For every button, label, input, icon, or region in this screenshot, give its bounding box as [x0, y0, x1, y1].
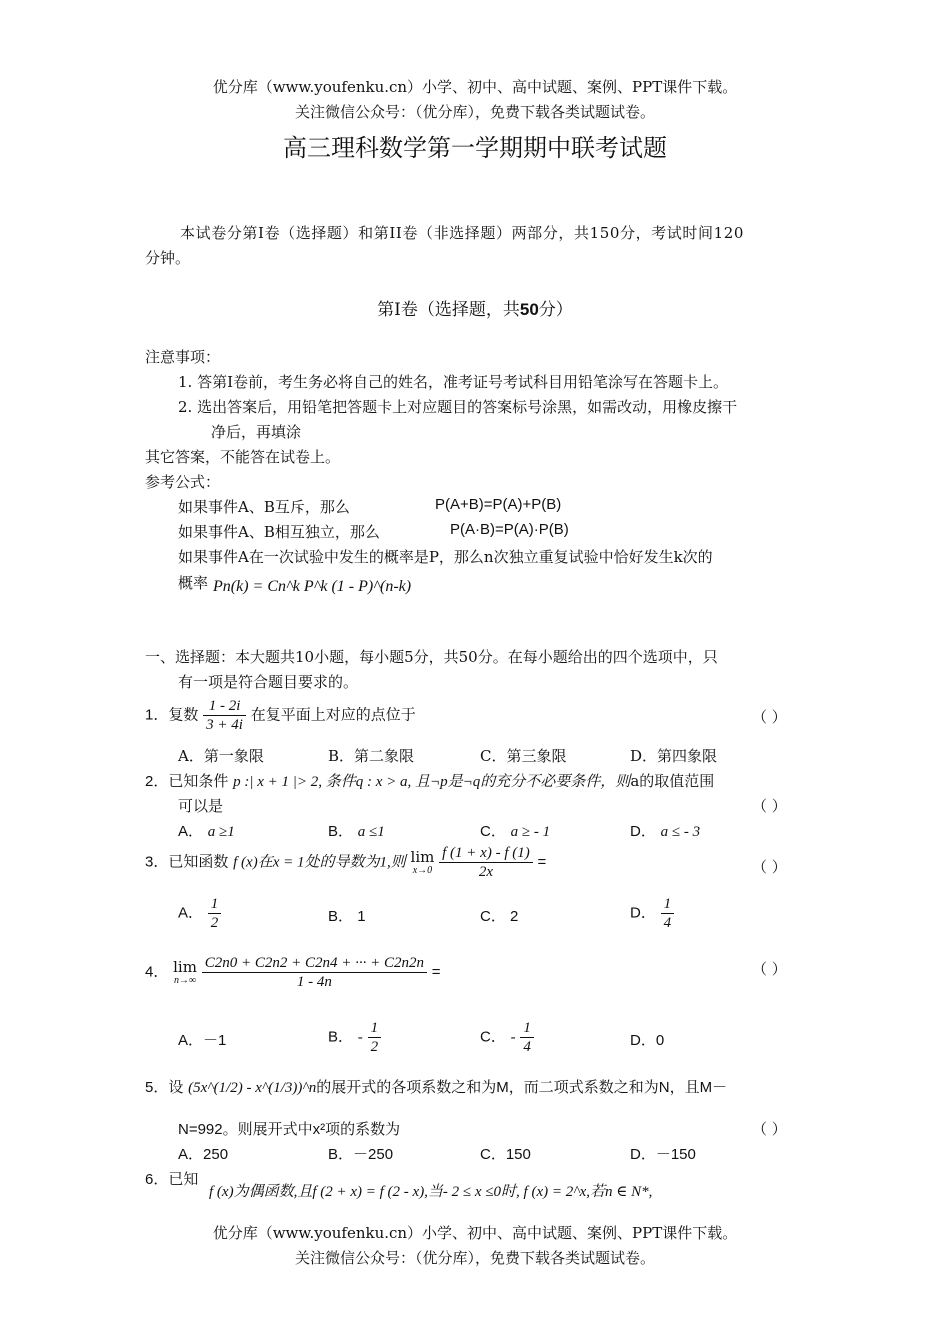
- answer-blank-4[interactable]: （ ）: [752, 960, 787, 978]
- q3-option-d-label: D．: [630, 904, 656, 922]
- notes-item-2a: 2. 选出答案后，用铅笔把答题卡上对应题目的答案标号涂黑，如需改动，用橡皮擦干: [178, 398, 738, 416]
- q4-option-d-label: D．: [630, 1032, 656, 1049]
- q4-option-b-sign: -: [357, 1029, 363, 1046]
- section1-line-1: 一、选择题：本大题共10小题，每小题5分，共50分。在每小题给出的四个选项中，只: [145, 648, 718, 666]
- question-4-number: 4．: [145, 963, 169, 981]
- part1-heading-score: 50: [519, 300, 539, 319]
- question-1-frac-num: 1 - 2i: [203, 697, 246, 716]
- footer-line-1: 优分库（www.youfenku.cn）小学、初中、高中试题、案例、PPT课件下载。: [212, 1224, 738, 1242]
- q3-option-c-label: C．: [480, 908, 506, 925]
- question-6-number: 6．: [145, 1171, 169, 1188]
- q2-option-a-value: a ≥1: [207, 824, 235, 840]
- header-line-2: 关注微信公众号：（优分库），免费下载各类试题试卷。: [294, 103, 655, 121]
- intro-line-1: 本试卷分第Ⅰ卷（选择题）和第II卷（非选择题）两部分，共150分，考试时间120: [180, 224, 745, 242]
- notes-label: 注意事项：: [145, 348, 221, 366]
- q4-option-b-label: B．: [328, 1028, 354, 1046]
- formula-3-text: 如果事件A在一次试验中发生的概率是P，那么n次独立重复试验中恰好发生k次的: [178, 548, 713, 566]
- question-4-lim-sub: n→∞: [173, 975, 197, 987]
- question-3-frac-num: f (1 + x) - f (1): [439, 844, 533, 863]
- q3-option-b-value: 1: [357, 908, 366, 925]
- part1-heading-suffix: 分）: [538, 300, 573, 320]
- q5-option-d[interactable]: D．－150: [630, 1146, 696, 1163]
- q3-option-a-fraction: [208, 895, 222, 932]
- q3-option-a-label: A．: [178, 904, 204, 922]
- question-1-number: 1．: [145, 706, 169, 724]
- question-4-lim: [173, 959, 197, 987]
- question-1-fraction: [203, 697, 246, 734]
- page-title: 高三理科数学第一学期期中联考试题: [283, 134, 667, 162]
- q4-option-a[interactable]: [178, 1029, 226, 1050]
- q1-option-c[interactable]: C．第三象限: [480, 747, 567, 765]
- notes-item-2c: 其它答案，不能答在试卷上。: [145, 448, 341, 466]
- question-3-expr: f (x)在x = 1处的导数为1,则: [233, 854, 406, 871]
- q2-option-d[interactable]: [630, 820, 700, 841]
- question-1-frac-den: 3 + 4i: [206, 717, 243, 733]
- q4-option-d[interactable]: [630, 1029, 664, 1050]
- q4-option-c-label: C．: [480, 1028, 506, 1046]
- question-3-fraction: [439, 844, 533, 881]
- q4-option-d-value: 0: [655, 1032, 665, 1049]
- notes-item-1: 1. 答第Ⅰ卷前，考生务必将自己的姓名，准考证号考试科目用铅笔涂写在答题卡上。: [178, 373, 729, 391]
- question-6: [145, 1168, 198, 1189]
- question-1-text-pre: 复数: [168, 705, 199, 724]
- question-4-frac-den: 1 - 4n: [296, 974, 332, 990]
- footer-line-2: 关注微信公众号：（优分库），免费下载各类试题试卷。: [294, 1249, 655, 1267]
- question-6-expr: f (x)为偶函数,且f (2 + x) = f (2 - x),当- 2 ≤ x ≤0时, f (x) = 2^x,若n ∈ N*,: [209, 1184, 653, 1200]
- q2-option-a[interactable]: [178, 820, 235, 841]
- answer-blank-1[interactable]: （ ）: [752, 708, 787, 726]
- formula-3-expr: Pn(k) = Cn^k P^k (1 - P)^(n-k): [213, 578, 412, 595]
- question-4-frac-num: C2n0 + C2n2 + C2n4 + ··· + C2n2n: [202, 954, 427, 973]
- question-2-text-post: a的取值范围: [630, 772, 715, 790]
- question-1-text-post: 在复平面上对应的点位于: [250, 705, 416, 724]
- q4-option-b-den: 2: [370, 1039, 379, 1055]
- q2-option-d-value: a ≤ - 3: [660, 824, 701, 840]
- q4-option-b-fraction: [368, 1019, 382, 1056]
- q2-option-b-value: a ≤1: [357, 824, 385, 840]
- question-4-eq: =: [431, 963, 441, 981]
- q4-option-c-den: 4: [523, 1039, 531, 1055]
- question-5-expr: (5x^(1/2) - x^(1/3))^n: [188, 1080, 317, 1096]
- question-3-lim: [411, 849, 435, 877]
- question-2-expr: p :| x + 1 |> 2, 条件q : x > a, 且¬p是¬q的充分不必要条件，则: [233, 774, 631, 790]
- section1-line-2: 有一项是符合题目要求的。: [178, 673, 359, 691]
- q4-option-c-fraction: [520, 1019, 534, 1056]
- question-5-line-2: N=992。则展开式中x²项的系数为: [178, 1121, 401, 1138]
- question-3-lim-word: lim: [410, 847, 435, 866]
- notes-item-2b: 净后，再填涂: [211, 423, 302, 441]
- formulas-label: 参考公式：: [145, 473, 221, 491]
- question-2-number: 2．: [145, 773, 169, 790]
- q3-option-d-fraction: [661, 895, 675, 932]
- question-2: [145, 770, 714, 791]
- q5-option-a[interactable]: A．250: [178, 1146, 229, 1163]
- question-4-fraction: [202, 954, 427, 991]
- q2-option-b-label: B．: [328, 823, 354, 840]
- q2-option-c-value: a ≥ - 1: [510, 824, 551, 840]
- q4-option-b-num: 1: [368, 1019, 382, 1038]
- question-2-text-pre: 已知条件: [168, 772, 229, 790]
- q1-option-d[interactable]: D．第四象限: [630, 747, 718, 765]
- q4-option-c-num: 1: [520, 1019, 534, 1038]
- q3-option-a[interactable]: [178, 895, 221, 932]
- question-3-lim-sub: x→0: [412, 865, 433, 877]
- question-3-eq: =: [537, 853, 547, 871]
- q4-option-a-value: －1: [203, 1032, 227, 1049]
- q3-option-a-num: 1: [208, 895, 222, 914]
- q1-option-b[interactable]: B．第二象限: [328, 747, 415, 765]
- question-4: [145, 954, 441, 991]
- q3-option-a-den: 2: [210, 915, 219, 931]
- part1-heading-prefix: 第Ⅰ卷（选择题，共: [377, 300, 520, 320]
- question-4-lim-word: lim: [173, 957, 197, 976]
- q2-option-b[interactable]: [328, 820, 385, 841]
- formula-3-label: 概率: [178, 574, 209, 592]
- q4-option-c-sign: -: [510, 1029, 516, 1046]
- intro-line-2: 分钟。: [145, 249, 191, 267]
- question-2-line-2: 可以是: [178, 797, 224, 815]
- q1-option-a[interactable]: A．第一象限: [178, 747, 264, 765]
- question-1: [145, 697, 416, 734]
- q3-option-d-num: 1: [661, 895, 675, 914]
- q3-option-b-label: B．: [328, 908, 354, 925]
- q2-option-a-label: A．: [178, 823, 204, 840]
- question-3-number: 3．: [145, 853, 169, 871]
- formula-1-expr: P(A+B)=P(A)+P(B): [435, 496, 562, 513]
- q5-option-b[interactable]: B．－250: [328, 1146, 394, 1163]
- question-5-number: 5．: [145, 1079, 169, 1096]
- answer-blank-5[interactable]: （ ）: [752, 1120, 787, 1138]
- formula-1-text: 如果事件A、B互斥，那么: [178, 498, 350, 516]
- part1-heading: [0, 295, 950, 320]
- q4-option-a-label: A．: [178, 1032, 204, 1049]
- q2-option-d-label: D．: [630, 823, 656, 840]
- header-line-1: 优分库（www.youfenku.cn）小学、初中、高中试题、案例、PPT课件下载。: [212, 78, 738, 96]
- question-3: [145, 844, 546, 881]
- q4-option-b[interactable]: [328, 1019, 381, 1056]
- q3-option-c[interactable]: [480, 905, 518, 926]
- q2-option-c[interactable]: [480, 820, 550, 841]
- q2-option-c-label: C．: [480, 823, 506, 840]
- q5-option-c[interactable]: C．150: [480, 1146, 531, 1163]
- q3-option-d[interactable]: [630, 895, 674, 932]
- q4-option-c[interactable]: [480, 1019, 534, 1056]
- q3-option-c-value: 2: [510, 908, 519, 925]
- question-5: [145, 1076, 727, 1097]
- q3-option-d-den: 4: [663, 915, 672, 931]
- formula-2-text: 如果事件A、B相互独立，那么: [178, 523, 380, 541]
- question-5-text-post: 的展开式的各项系数之和为M，而二项式系数之和为N，且M－: [316, 1079, 728, 1096]
- answer-blank-2[interactable]: （ ）: [752, 797, 787, 815]
- question-3-text-pre: 已知函数: [168, 852, 229, 871]
- question-5-text-pre: 设: [168, 1078, 184, 1096]
- question-3-frac-den: 2x: [478, 864, 494, 880]
- question-6-text-pre: 已知: [168, 1170, 199, 1188]
- formula-2-expr: P(A·B)=P(A)·P(B): [450, 521, 569, 538]
- q3-option-b[interactable]: [328, 905, 366, 926]
- answer-blank-3[interactable]: （ ）: [752, 858, 787, 876]
